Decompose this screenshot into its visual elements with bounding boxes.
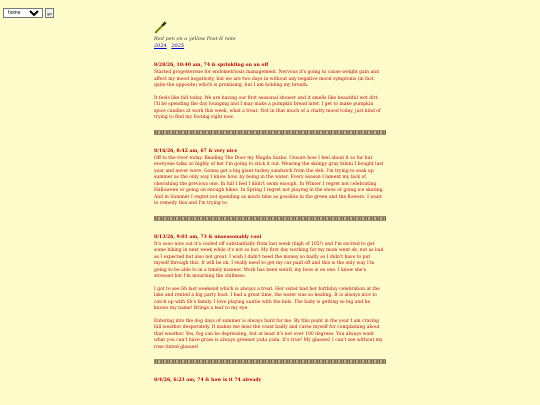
year-link-2024[interactable]: 2024 xyxy=(154,43,167,49)
page-select[interactable] xyxy=(3,8,43,18)
post-title: 8/16/26, 8:42 am, 67 & very nice xyxy=(154,148,238,154)
post xyxy=(154,63,386,122)
post-divider xyxy=(154,359,386,364)
post-divider xyxy=(154,216,386,221)
post xyxy=(154,235,386,352)
post xyxy=(154,378,386,383)
go-button[interactable]: go xyxy=(45,8,54,18)
post-title: 8/4/26, 6:23 am, 74 & how is it 74 already xyxy=(154,378,262,383)
post-divider xyxy=(154,130,386,135)
post-paragraph: Started progesterone for endometriosis management. Nervous it's going to cause weight gain and affect my mood negatively, but we are two days in without any negative mood symptoms (in fact, quite the opposite) which is promising, but I am holding my breath. xyxy=(154,70,379,88)
year-link-2025[interactable]: 2025 xyxy=(171,43,185,49)
post-title: 8/28/26, 10:40 am, 74 & sprinkling on an off xyxy=(154,63,269,68)
post-paragraph: I got to see Sh last weekend which is always a treat. Her sister had her birthday celebration at the lake and rented a big party boat. I had a great time, the water was so healing. It is always nice to catch up with Sh's family. I love playing auntie with the kids. The baby is getting so big and he knows my name! Brings a tear to my eye. xyxy=(154,286,380,311)
post-paragraph: It's sooo nice out it's cooled off substantially from last week (high of 105!) and I'm excited to get some hiking in next week while it's not so hot. My first day working for my mom went ok, not as bad as I expected but also not great. I wish I didn't need the money so badly so I didn't have to put myself through this. It will be ok. I really need to get my car paid off and this is the only way I'm going to be able to in a timely manner. Work has been weird, my boss is on one. I know she's stressed but I'm mourning the chillness. xyxy=(154,241,384,279)
top-nav xyxy=(3,8,54,18)
post-paragraph: Off to the river today. Reading The Door my Magda Szabo. Unsure how I feel about it so far but everyone talks so highly of her I'm going to stick it out. Wearing the skimpy gray bikini I bought last year and never wore. Gonna get a big giant turkey sandwich from the deli. I'm trying to soak up summer as the only way I know how, by being in the water. Every season I lament my lack of cherishing the previous one. In full I feel I didn't swim enough. In Winter I regret not celebrating Halloween or going on enough hikes. In Spring I regret not playing in the snow or going ice skating. And in Summer I regret not spending as much time as possible in the green and the flowers. I want to remedy this and I'm trying to. xyxy=(154,155,384,206)
main-content xyxy=(154,16,386,385)
pen-icon xyxy=(154,20,168,34)
blog-tagline: Red pen on a yellow Post-It note xyxy=(154,36,236,42)
post-paragraph: It feels like fall today. We are having our first seasonal shower and it smells like beautiful wet dirt. I'll be spending the day lounging and I may make a pumpkin bread later. I get to make pumpkin spice candles at work this week, what a treat. Not in that much of a chatty mood today, just kind of trying to find my footing right now. xyxy=(154,95,381,120)
post-title: 8/13/26, 9:01 am, 73 & unseasonably cool xyxy=(154,234,262,240)
post-paragraph: Entering into the dog days of summer is always hard for me. By this point in the year I am craving fall weather desperately. It makes me miss the coast badly and curse myself for complaining about that weather. Yes, fog can be depressing, but at least it's not over 100 degrees. You always want what you can't have grass is always greener yada yada. It's true! My glasses! I can't see without my rose tinted glasses! xyxy=(154,318,383,350)
post xyxy=(154,149,386,208)
year-links xyxy=(154,43,386,49)
